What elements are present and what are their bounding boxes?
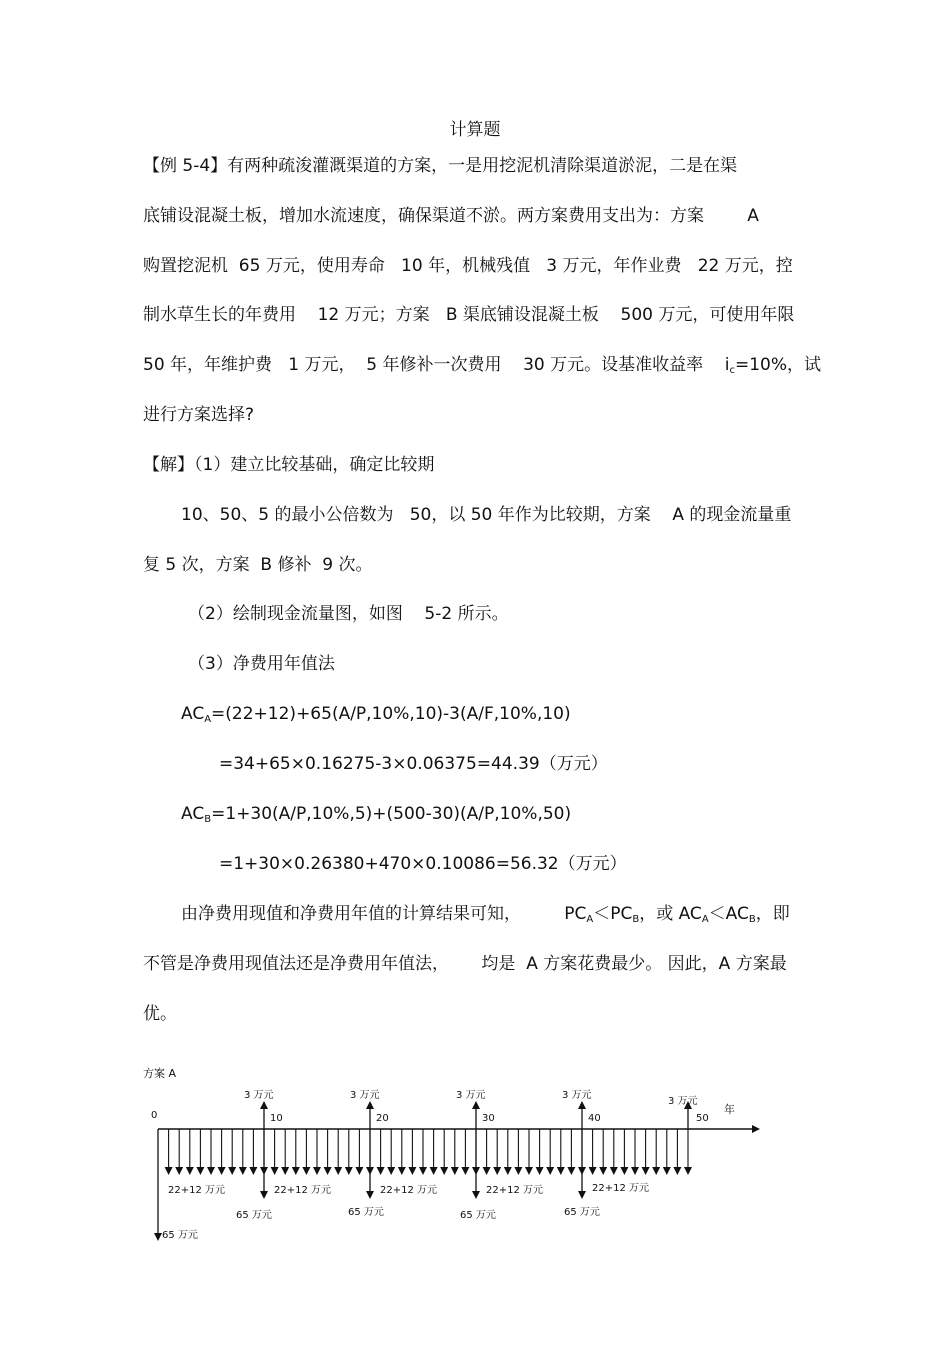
- step3-text: （3）净费用年值法: [188, 654, 335, 674]
- residual-label: 3 万元: [562, 1090, 592, 1101]
- problem-line-1: 【例 5-4】有两种疏浚灌溉渠道的方案，一是用挖泥机清除渠道淤泥，二是在渠: [143, 156, 738, 176]
- year-label: 50: [696, 1113, 709, 1124]
- residual-label: 3 万元: [456, 1090, 486, 1101]
- annual-cost-label: 22+12 万元: [486, 1185, 544, 1196]
- step2-text: （2）绘制现金流量图，如图 5-2 所示。: [188, 604, 509, 624]
- axis-label: 年: [724, 1103, 735, 1116]
- annual-cost-label: 22+12 万元: [380, 1185, 438, 1196]
- formula-b-result: =1+30×0.26380+470×0.10086=56.32（万元）: [219, 854, 627, 874]
- cash-flow-diagram: [0, 1055, 950, 1255]
- residual-label: 3 万元: [244, 1090, 274, 1101]
- investment-label: 65 万元: [162, 1230, 198, 1241]
- annual-cost-label: 22+12 万元: [592, 1183, 650, 1194]
- investment-label: 65 万元: [348, 1207, 384, 1218]
- problem-line-5: 50 年，年维护费 1 万元， 5 年修补一次费用 30 万元。设基准收益率 $i_c=10\%$，试: [143, 355, 822, 376]
- year-label: 40: [588, 1113, 601, 1124]
- problem-line-4: 制水草生长的年费用 12 万元；方案 B 渠底铺设混凝土板 500 万元，可使用年限: [143, 305, 795, 325]
- page-title: 计算题: [449, 120, 501, 140]
- diagram-marks: [158, 1089, 709, 1241]
- year-label: 30: [482, 1113, 495, 1124]
- residual-label: 3 万元: [668, 1096, 698, 1107]
- origin-label: 0: [151, 1110, 158, 1121]
- investment-label: 65 万元: [460, 1210, 496, 1221]
- annual-cost-label: 22+12 万元: [274, 1185, 332, 1196]
- formula-a: $AC_A=(22+12)+65(A/P,10\%,10)-3(A/F,10\%,10)$: [181, 704, 571, 725]
- formula-b: $AC_B=1+30(A/P,10\%,5)+(500-30)(A/P,10\%,50)$: [181, 804, 572, 825]
- diagram-title: 方案 A: [143, 1067, 177, 1080]
- conclusion-line-3: 优。: [143, 1004, 177, 1024]
- problem-line-2: 底铺设混凝土板，增加水流速度，确保渠道不淤。两方案费用支出为：方案 A: [143, 206, 759, 226]
- conclusion-line-1: 由净费用现值和净费用年值的计算结果可知， $PC_A<PC_B$，或 $AC_A<AC_B$，即: [181, 904, 790, 925]
- formula-a-result: =34+65×0.16275-3×0.06375=44.39（万元）: [219, 754, 608, 774]
- problem-line-6: 进行方案选择?: [143, 405, 255, 425]
- investment-label: 65 万元: [236, 1210, 272, 1221]
- annual-cost-label: 22+12 万元: [168, 1185, 226, 1196]
- investment-label: 65 万元: [564, 1207, 600, 1218]
- residual-label: 3 万元: [350, 1090, 380, 1101]
- conclusion-line-2: 不管是净费用现值法还是净费用年值法， 均是 A 方案花费最少。 因此，A 方案最: [143, 954, 787, 974]
- step1-line-1: 10、50、5 的最小公倍数为 50，以 50 年作为比较期，方案 A 的现金流量重: [181, 505, 792, 525]
- year-label: 10: [270, 1113, 283, 1124]
- step1-line-2: 复 5 次，方案 B 修补 9 次。: [143, 555, 373, 575]
- year-label: 20: [376, 1113, 389, 1124]
- problem-line-3: 购置挖泥机 65 万元，使用寿命 10 年，机械残值 3 万元，年作业费 22 万元，控: [143, 256, 793, 276]
- solution-heading: 【解】（1）建立比较基础，确定比较期: [143, 455, 435, 475]
